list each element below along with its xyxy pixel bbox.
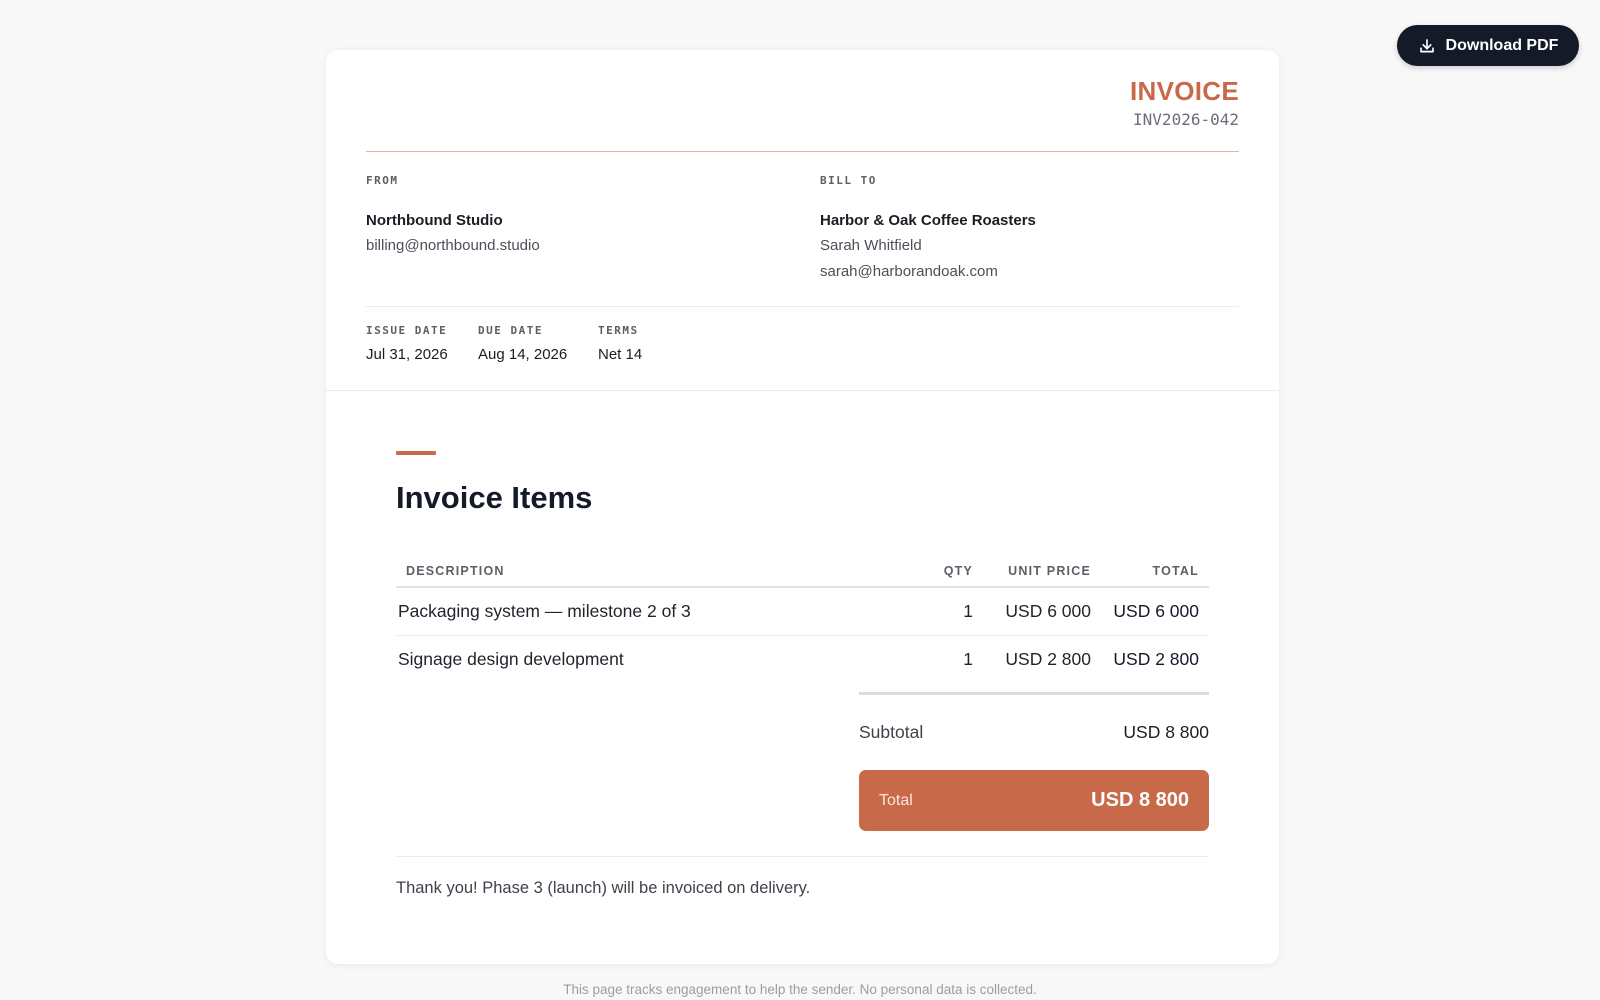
- section-divider: [326, 390, 1279, 391]
- issue-date-value: Jul 31, 2026: [366, 346, 448, 363]
- subtotal-value: USD 8 800: [1123, 722, 1209, 742]
- bill-to-label: BILL TO: [820, 174, 877, 187]
- item-description: Packaging system — milestone 2 of 3: [396, 587, 927, 635]
- total-label: Total: [879, 791, 913, 809]
- due-date-value: Aug 14, 2026: [478, 346, 568, 363]
- terms: [598, 324, 642, 363]
- table-row: [396, 587, 1209, 635]
- from-email: billing@northbound.studio: [366, 237, 540, 254]
- item-unit-price: USD 6 000: [983, 587, 1101, 635]
- item-qty: 1: [963, 648, 973, 669]
- bill-to-email: sarah@harborandoak.com: [820, 263, 998, 280]
- invoice-card: [326, 50, 1279, 964]
- subtotal-row: [859, 722, 1209, 743]
- column-header-total: TOTAL: [1101, 556, 1209, 587]
- from-section: [366, 174, 540, 254]
- items-accent-bar: [396, 451, 436, 455]
- issue-date-label: ISSUE DATE: [366, 324, 448, 337]
- from-label: FROM: [366, 174, 399, 187]
- invoice-note: Thank you! Phase 3 (launch) will be invoiced on delivery.: [396, 879, 811, 897]
- terms-label: TERMS: [598, 324, 639, 337]
- items-header-row: [396, 556, 1209, 587]
- bill-to-contact: Sarah Whitfield: [820, 237, 922, 254]
- download-pdf-button[interactable]: [1397, 25, 1579, 66]
- column-header-qty: QTY: [927, 556, 983, 587]
- invoice-title: INVOICE: [1129, 76, 1239, 106]
- due-date-label: DUE DATE: [478, 324, 543, 337]
- total-value: USD 8 800: [1091, 789, 1189, 811]
- item-unit-price: USD 2 800: [1005, 648, 1091, 669]
- items-heading: Invoice Items: [396, 480, 593, 515]
- item-total: USD 2 800: [1113, 648, 1199, 669]
- column-header-unit-price: UNIT PRICE: [983, 556, 1101, 587]
- note-divider: [396, 856, 1209, 857]
- issue-date: [366, 324, 448, 363]
- due-date: [478, 324, 567, 363]
- tracking-notice: This page tracks engagement to help the sender. No personal data is collected.: [563, 982, 1037, 997]
- column-header-description: DESCRIPTION: [396, 556, 927, 587]
- items-table: [396, 556, 1209, 683]
- parties-divider: [366, 306, 1239, 307]
- terms-value: Net 14: [598, 346, 643, 363]
- from-name: Northbound Studio: [366, 212, 503, 229]
- bill-to-name: Harbor & Oak Coffee Roasters: [820, 212, 1036, 229]
- download-icon: [1418, 37, 1436, 55]
- item-qty: 1: [927, 587, 983, 635]
- invoice-number: INV2026-042: [1133, 110, 1239, 129]
- header-divider: [366, 151, 1239, 152]
- subtotal-label: Subtotal: [859, 722, 924, 742]
- download-pdf-label: Download PDF: [1445, 36, 1559, 54]
- item-total: USD 6 000: [1101, 587, 1209, 635]
- totals-divider: [859, 692, 1209, 695]
- bill-to-section: [820, 174, 1036, 280]
- item-description: Signage design development: [398, 648, 624, 669]
- total-box: [859, 770, 1209, 831]
- table-row: [396, 635, 1209, 683]
